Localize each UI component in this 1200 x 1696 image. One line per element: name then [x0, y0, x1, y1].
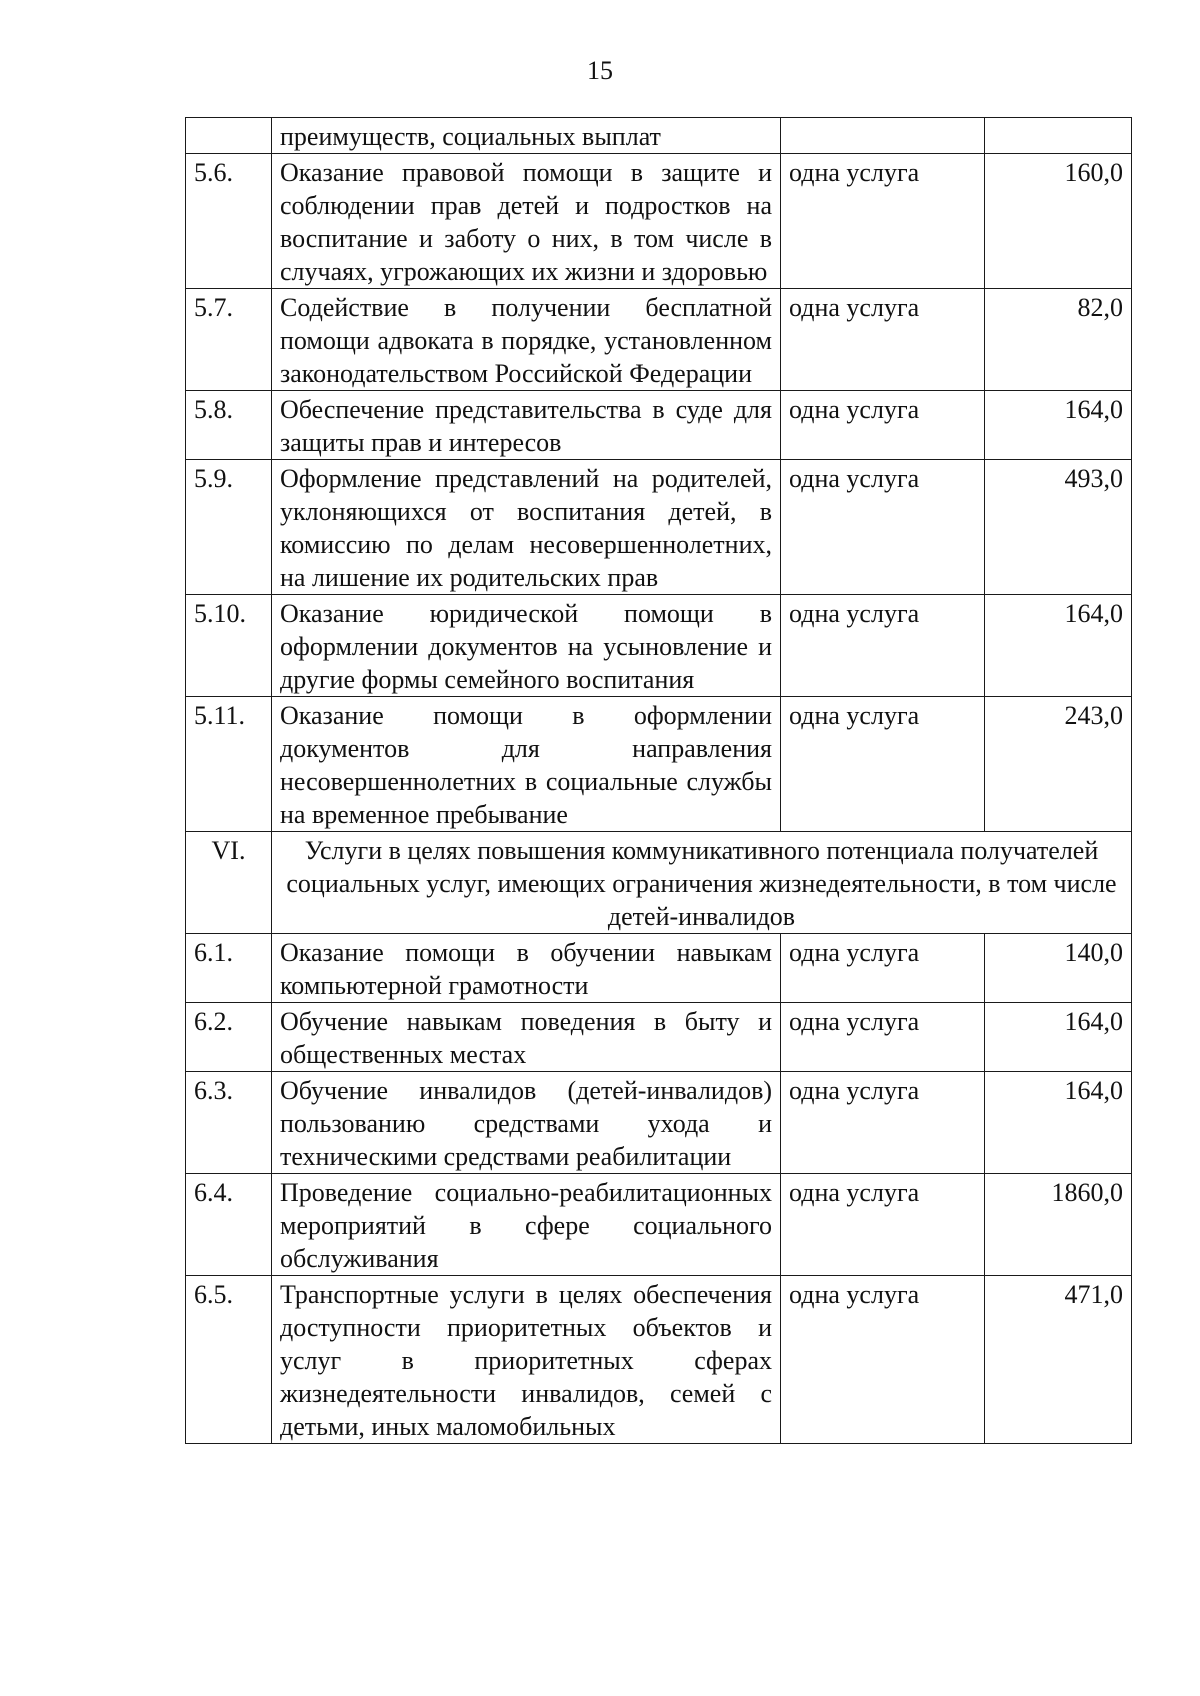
- item-number: 5.10.: [186, 595, 272, 697]
- item-number: 5.9.: [186, 460, 272, 595]
- service-name: Обучение навыкам поведения в быту и общественных местах: [272, 1003, 781, 1072]
- tariff-value: 493,0: [985, 460, 1132, 595]
- unit-of-measure: одна услуга: [781, 1276, 985, 1444]
- table-row: [186, 391, 1132, 460]
- unit-of-measure: [781, 118, 985, 154]
- service-name: Обучение инвалидов (детей-инвалидов) пользованию средствами ухода и техническими средствами реабилитации: [272, 1072, 781, 1174]
- tariff-value: 164,0: [985, 1072, 1132, 1174]
- item-number: 5.8.: [186, 391, 272, 460]
- item-number: 5.6.: [186, 154, 272, 289]
- unit-of-measure: одна услуга: [781, 154, 985, 289]
- table-row: [186, 289, 1132, 391]
- unit-of-measure: одна услуга: [781, 697, 985, 832]
- unit-of-measure: одна услуга: [781, 1003, 985, 1072]
- item-number: 5.7.: [186, 289, 272, 391]
- item-number: [186, 118, 272, 154]
- unit-of-measure: одна услуга: [781, 1174, 985, 1276]
- item-number: 5.11.: [186, 697, 272, 832]
- tariff-value: 243,0: [985, 697, 1132, 832]
- service-name: Оказание помощи в оформлении документов для направления несовершеннолетних в социальные службы на временное пребывание: [272, 697, 781, 832]
- table-row: [186, 1276, 1132, 1444]
- service-name: Обеспечение представительства в суде для защиты прав и интересов: [272, 391, 781, 460]
- unit-of-measure: одна услуга: [781, 934, 985, 1003]
- tariff-value: 1860,0: [985, 1174, 1132, 1276]
- service-name: Проведение социально-реабилитационных мероприятий в сфере социального обслуживания: [272, 1174, 781, 1276]
- tariff-value: 160,0: [985, 154, 1132, 289]
- item-number: 6.3.: [186, 1072, 272, 1174]
- table-row: [186, 934, 1132, 1003]
- table-row: [186, 1174, 1132, 1276]
- item-number: 6.5.: [186, 1276, 272, 1444]
- tariff-value: 471,0: [985, 1276, 1132, 1444]
- item-number: 6.2.: [186, 1003, 272, 1072]
- item-number: 6.1.: [186, 934, 272, 1003]
- service-name: Оказание юридической помощи в оформлении документов на усыновление и другие формы семейного воспитания: [272, 595, 781, 697]
- service-name: Оказание помощи в обучении навыкам компьютерной грамотности: [272, 934, 781, 1003]
- table-row: [186, 154, 1132, 289]
- unit-of-measure: одна услуга: [781, 391, 985, 460]
- services-tariff-table: [185, 117, 1132, 1444]
- tariff-value: [985, 118, 1132, 154]
- service-name: Оформление представлений на родителей, уклоняющихся от воспитания детей, в комиссию по делам несовершеннолетних, на лишение их родительских прав: [272, 460, 781, 595]
- unit-of-measure: одна услуга: [781, 460, 985, 595]
- table-row: [186, 460, 1132, 595]
- table-row: [186, 118, 1132, 154]
- section-number: VI.: [186, 832, 272, 934]
- tariff-value: 140,0: [985, 934, 1132, 1003]
- section-title: Услуги в целях повышения коммуникативного потенциала получателей социальных услуг, имеющих ограничения жизнедеятельности, в том числе детей-инвалидов: [272, 832, 1132, 934]
- unit-of-measure: одна услуга: [781, 595, 985, 697]
- tariff-value: 164,0: [985, 1003, 1132, 1072]
- table-row: [186, 595, 1132, 697]
- item-number: 6.4.: [186, 1174, 272, 1276]
- tariff-value: 164,0: [985, 595, 1132, 697]
- section-header-row: [186, 832, 1132, 934]
- unit-of-measure: одна услуга: [781, 289, 985, 391]
- table-row: [186, 1003, 1132, 1072]
- tariff-value: 164,0: [985, 391, 1132, 460]
- service-name: Содействие в получении бесплатной помощи адвоката в порядке, установленном законодательством Российской Федерации: [272, 289, 781, 391]
- tariff-value: 82,0: [985, 289, 1132, 391]
- service-name: Транспортные услуги в целях обеспечения доступности приоритетных объектов и услуг в приоритетных сферах жизнедеятельности инвалидов, семей с детьми, иных маломобильных: [272, 1276, 781, 1444]
- page-number: 15: [587, 56, 613, 85]
- service-name: преимуществ, социальных выплат: [272, 118, 781, 154]
- table-row: [186, 1072, 1132, 1174]
- table-row: [186, 697, 1132, 832]
- service-name: Оказание правовой помощи в защите и соблюдении прав детей и подростков на воспитание и заботу о них, в том числе в случаях, угрожающих их жизни и здоровью: [272, 154, 781, 289]
- unit-of-measure: одна услуга: [781, 1072, 985, 1174]
